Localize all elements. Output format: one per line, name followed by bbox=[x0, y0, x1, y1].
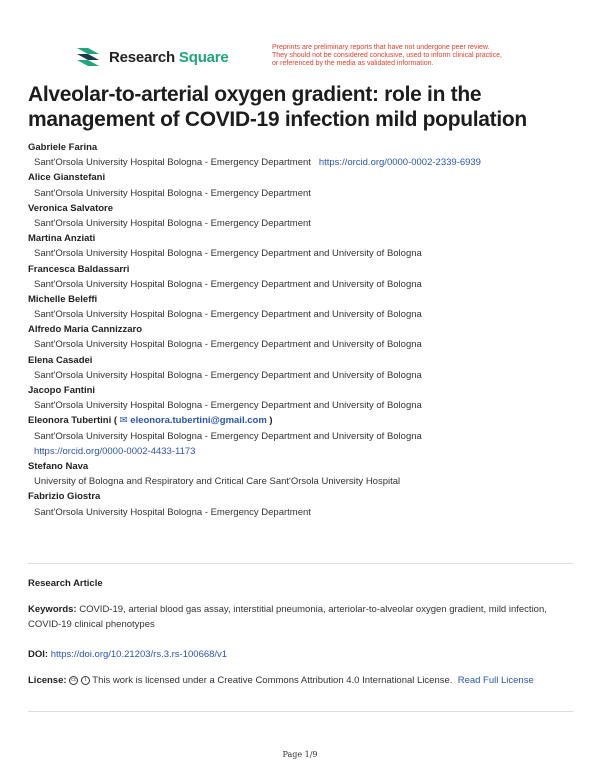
author-name: Elena Casadei bbox=[28, 354, 93, 366]
author-entry bbox=[28, 262, 578, 292]
page-number: Page 1/9 bbox=[282, 750, 318, 759]
author-affiliation: Sant'Orsola University Hospital Bologna - Emergency Department https://orcid.org/0000-0002-2339-6939 bbox=[34, 157, 481, 169]
mail-icon: ✉ bbox=[119, 415, 128, 427]
author-affiliation: Sant'Orsola University Hospital Bologna - Emergency Department and University of Bologna bbox=[34, 309, 422, 321]
author-entry bbox=[28, 383, 578, 413]
logo-text: Research Square bbox=[109, 48, 229, 66]
author-email-link[interactable]: eleonora.tubertini@gmail.com bbox=[130, 415, 267, 427]
article-type: Research Article bbox=[28, 578, 103, 589]
author-affiliation: Sant'Orsola University Hospital Bologna - Emergency Department and University of Bologna bbox=[34, 278, 422, 290]
author-name: Stefano Nava bbox=[28, 460, 89, 472]
research-square-logo-icon bbox=[75, 46, 101, 68]
creative-commons-icon: cc bbox=[71, 676, 77, 683]
doi: DOI: https://doi.org/10.21203/rs.3.rs-100668/v1 bbox=[28, 649, 228, 660]
header bbox=[0, 0, 600, 80]
read-full-license-link[interactable]: Read Full License bbox=[457, 675, 534, 686]
author-entry bbox=[28, 322, 578, 352]
preprint-notice: Preprints are preliminary reports that have not undergone peer review. They should not be considered conclusive, used to inform clinical practice, or referenced by the media as validated information. bbox=[272, 44, 502, 68]
orcid-link[interactable]: https://orcid.org/0000-0002-2339-6939 bbox=[318, 157, 481, 169]
author-name: Gabriele Farina bbox=[28, 142, 98, 153]
orcid-link[interactable]: https://orcid.org/0000-0002-4433-1173 bbox=[34, 445, 196, 457]
author-affiliation: Sant'Orsola University Hospital Bologna - Emergency Department and University of Bologna bbox=[34, 339, 422, 351]
author-name: Fabrizio Giostra bbox=[28, 491, 101, 503]
author-affiliation: Sant'Orsola University Hospital Bologna - Emergency Department bbox=[34, 187, 311, 199]
author-affiliation: University of Bologna and Respiratory and Critical Care Sant'Orsola University Hospital bbox=[34, 476, 401, 488]
author-entry bbox=[28, 201, 578, 231]
author-name: Michelle Beleffi bbox=[28, 293, 98, 305]
author-entry bbox=[28, 459, 578, 489]
author-entry bbox=[28, 292, 578, 322]
author-entry bbox=[28, 489, 578, 519]
author-entry bbox=[28, 413, 578, 459]
author-affiliation: Sant'Orsola University Hospital Bologna - Emergency Department bbox=[34, 217, 311, 229]
author-entry bbox=[28, 231, 578, 261]
author-entry bbox=[28, 170, 578, 200]
author-affiliation: Sant'Orsola University Hospital Bologna - Emergency Department and University of Bologna bbox=[34, 369, 422, 381]
author-affiliation: Sant'Orsola University Hospital Bologna - Emergency Department and University of Bologna bbox=[34, 248, 422, 260]
author-name: Eleonora Tubertini ( ✉ eleonora.tubertini@gmail.com ) bbox=[28, 415, 273, 427]
author-list bbox=[28, 140, 578, 520]
author-affiliation: Sant'Orsola University Hospital Bologna - Emergency Department and University of Bologna bbox=[34, 430, 422, 442]
author-name: Veronica Salvatore bbox=[28, 202, 114, 214]
author-name: Jacopo Fantini bbox=[28, 385, 96, 396]
page-title: Alveolar-to-arterial oxygen gradient: role in the management of COVID-19 infection mild population bbox=[28, 83, 527, 131]
author-entry bbox=[28, 353, 578, 383]
author-name: Martina Anziati bbox=[28, 233, 96, 245]
divider bbox=[28, 563, 573, 564]
attribution-icon: i bbox=[81, 676, 90, 685]
author-affiliation: Sant'Orsola University Hospital Bologna - Emergency Department bbox=[34, 506, 311, 518]
author-name: Alice Gianstefani bbox=[28, 172, 106, 184]
keywords: Keywords: COVID-19, arterial blood gas assay, interstitial pneumonia, arteriolar-to-alveolar oxygen gradient, mild infection, COVID-19 clinical phenotypes bbox=[28, 604, 547, 630]
research-square-logo[interactable] bbox=[75, 46, 229, 68]
author-affiliation: Sant'Orsola University Hospital Bologna - Emergency Department and University of Bologna bbox=[34, 400, 422, 412]
license: License: cc i This work is licensed under a Creative Commons Attribution 4.0 International License. Read Full License bbox=[28, 675, 534, 686]
author-entry bbox=[28, 140, 578, 170]
divider bbox=[28, 711, 573, 712]
author-name: Alfredo Maria Cannizzaro bbox=[28, 324, 143, 336]
author-name: Francesca Baldassarri bbox=[28, 263, 130, 275]
doi-link[interactable]: https://doi.org/10.21203/rs.3.rs-100668/v1 bbox=[50, 649, 228, 660]
